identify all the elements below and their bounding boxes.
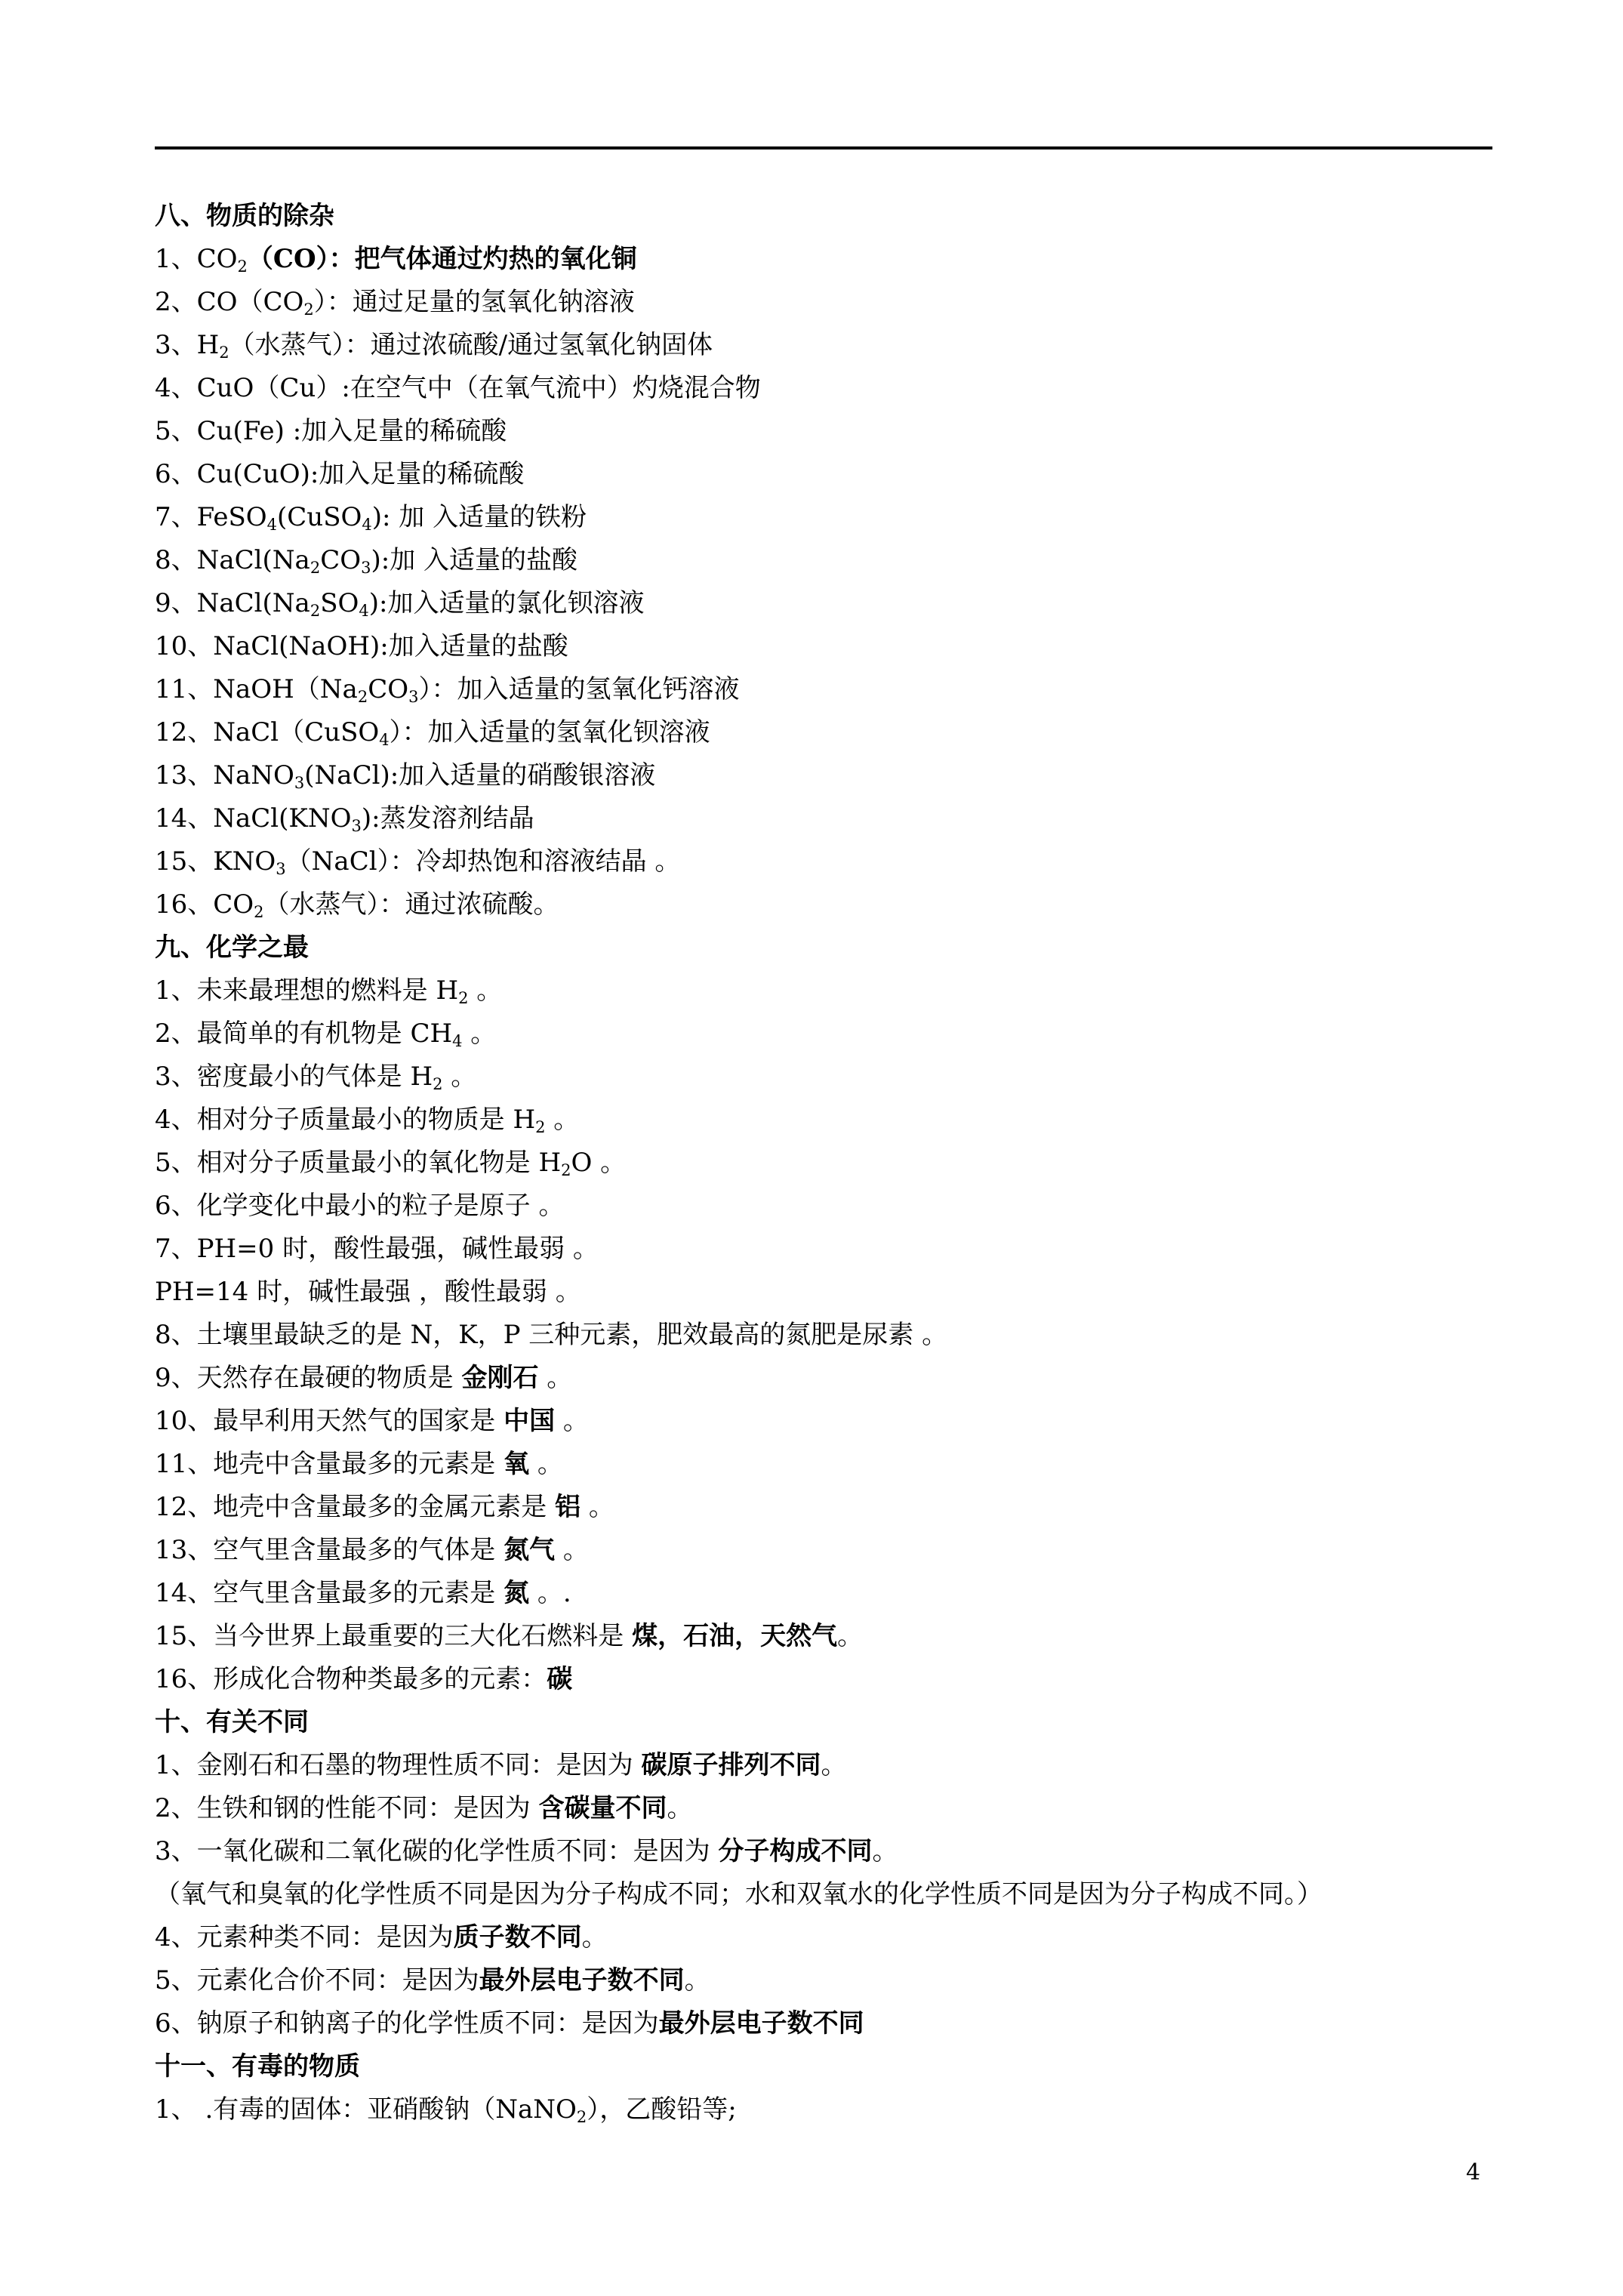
list-item <box>155 1099 1514 1142</box>
list-item <box>155 1658 1514 1701</box>
text-segment: 。 <box>555 1535 589 1565</box>
list-item <box>155 1529 1514 1572</box>
text-segment: 9、NaCl(Na <box>155 588 310 618</box>
text-segment: 。 <box>468 975 503 1006</box>
text-segment: 。 <box>555 1406 589 1436</box>
list-item <box>155 1959 1514 2002</box>
list-item <box>155 1142 1514 1185</box>
list-item <box>155 1744 1514 1787</box>
bold-text: 氮气 <box>504 1535 556 1565</box>
text-segment: 9、天然存在最硬的物质是 <box>155 1363 462 1393</box>
text-segment: (CuSO <box>277 502 362 532</box>
text-segment: 5、Cu(Fe) :加入足量的稀硫酸 <box>155 416 507 446</box>
text-segment: 16、形成化合物种类最多的元素： <box>155 1664 547 1694</box>
subscript: 2 <box>561 1161 571 1179</box>
text-segment: 。 <box>667 1793 693 1823</box>
text-segment: 。 <box>442 1062 477 1092</box>
subscript: 4 <box>379 731 390 749</box>
list-item <box>155 1486 1514 1529</box>
text-segment: 3、一氧化碳和二氧化碳的化学性质不同：是因为 <box>155 1836 719 1866</box>
list-item <box>155 1443 1514 1486</box>
list-item <box>155 1400 1514 1443</box>
text-segment: 11、NaOH（Na <box>155 674 358 704</box>
bold-text: 铝 <box>555 1492 581 1522</box>
list-item <box>155 1615 1514 1658</box>
bold-text: 分子构成不同 <box>718 1836 873 1866</box>
text-segment: 1、未来最理想的燃料是 H <box>155 975 459 1006</box>
text-segment: ):加入适量的氯化钡溶液 <box>368 588 645 618</box>
bold-text: 中国 <box>504 1406 556 1436</box>
list-item <box>155 2002 1514 2045</box>
list-item <box>155 496 1514 539</box>
list-item <box>155 539 1514 582</box>
page-number: 4 <box>1466 2159 1481 2186</box>
text-segment: 2、最简单的有机物是 CH <box>155 1019 453 1049</box>
text-segment: 6、Cu(CuO):加入足量的稀硫酸 <box>155 459 525 489</box>
text-segment: 14、空气里含量最多的元素是 <box>155 1578 504 1608</box>
list-item <box>155 1314 1514 1357</box>
bold-text: 质子数不同 <box>453 1922 582 1952</box>
text-segment: ）：通过足量的氢氧化钠溶液 <box>313 287 635 317</box>
text-segment: 5、元素化合价不同：是因为 <box>155 1965 479 1996</box>
subscript: 2 <box>458 989 469 1007</box>
subscript: 2 <box>576 2108 587 2126</box>
text-segment: CO <box>368 674 409 704</box>
text-segment: ):加 入适量的盐酸 <box>371 545 577 575</box>
list-item <box>155 1228 1514 1271</box>
subscript: 3 <box>276 860 286 878</box>
section-heading: 九、化学之最 <box>155 932 309 963</box>
list-item <box>155 1357 1514 1400</box>
bold-text: 最外层电子数不同 <box>658 2008 864 2039</box>
bold-text: 氮 <box>504 1578 530 1608</box>
list-item <box>155 797 1514 840</box>
subscript: 4 <box>362 516 372 534</box>
text-segment: ):蒸发溶剂结晶 <box>361 803 534 834</box>
subscript: 2 <box>237 257 248 276</box>
text-segment: （水蒸气）：通过浓硫酸/通过氢氧化钠固体 <box>229 330 713 360</box>
list-item <box>155 1873 1514 1916</box>
subscript: 2 <box>254 903 264 921</box>
text-segment: 13、空气里含量最多的气体是 <box>155 1535 504 1565</box>
text-segment: 12、地壳中含量最多的金属元素是 <box>155 1492 556 1522</box>
subscript: 2 <box>357 688 368 706</box>
subscript: 2 <box>303 300 314 319</box>
list-item <box>155 883 1514 926</box>
text-segment: ）：加入适量的氢氧化钙溶液 <box>418 674 740 704</box>
bold-text: 煤，石油，天然气 <box>632 1621 838 1651</box>
list-item <box>155 1271 1514 1314</box>
bold-text: 碳 <box>547 1664 573 1694</box>
text-segment: （氧气和臭氧的化学性质不同是因为分子构成不同；水和双氧水的化学性质不同是因为分子构成不同。） <box>155 1879 1323 1909</box>
text-segment: 。 <box>581 1922 608 1952</box>
text-segment: 11、地壳中含量最多的元素是 <box>155 1449 504 1479</box>
bold-text: 金刚石 <box>461 1363 539 1393</box>
subscript: 4 <box>452 1032 463 1050</box>
text-segment: ): 加 入适量的铁粉 <box>371 502 587 532</box>
text-segment: ）：加入适量的氢氧化钡溶液 <box>389 717 710 747</box>
text-segment: O 。 <box>571 1148 627 1178</box>
text-segment: 。. <box>529 1578 571 1608</box>
text-segment: SO <box>320 588 359 618</box>
text-segment: 10、NaCl(NaOH):加入适量的盐酸 <box>155 631 568 661</box>
text-segment: 7、PH=0 时，酸性最强，碱性最弱 。 <box>155 1234 599 1264</box>
text-segment: 。 <box>872 1836 898 1866</box>
text-segment: 。 <box>538 1363 573 1393</box>
text-segment: 1、CO <box>155 244 238 274</box>
subscript: 4 <box>359 602 369 620</box>
bold-text: 把气体通过灼热的氧化铜 <box>354 244 637 274</box>
list-item <box>155 582 1514 625</box>
subscript: 3 <box>351 817 362 835</box>
text-segment: 15、当今世界上最重要的三大化石燃料是 <box>155 1621 633 1651</box>
text-segment: 6、钠原子和钠离子的化学性质不同：是因为 <box>155 2008 659 2039</box>
list-item <box>155 840 1514 883</box>
document-body <box>155 195 1514 2131</box>
bold-text: 氧 <box>504 1449 530 1479</box>
list-item <box>155 1056 1514 1099</box>
text-segment: 10、最早利用天然气的国家是 <box>155 1406 504 1436</box>
subscript: 2 <box>219 344 229 362</box>
list-item <box>155 969 1514 1012</box>
text-segment: 1、金刚石和石墨的物理性质不同：是因为 <box>155 1750 642 1780</box>
text-segment: 3、H <box>155 330 220 360</box>
text-segment: 3、密度最小的气体是 H <box>155 1062 433 1092</box>
text-segment: (NaCl):加入适量的硝酸银溶液 <box>304 760 656 791</box>
text-segment: 。 <box>529 1449 563 1479</box>
text-segment: 6、化学变化中最小的粒子是原子 。 <box>155 1191 565 1221</box>
subscript: 3 <box>361 559 371 577</box>
section-heading: 十、有关不同 <box>155 1707 309 1737</box>
header-rule <box>155 146 1492 149</box>
text-segment: PH=14 时，碱性最强 ，酸性最弱 。 <box>155 1277 581 1307</box>
text-segment: 4、CuO（Cu）:在空气中（在氧气流中）灼烧混合物 <box>155 373 761 403</box>
list-item <box>155 1185 1514 1228</box>
list-item <box>155 367 1514 410</box>
text-segment: CO <box>320 545 362 575</box>
bold-text: （CO）： <box>247 244 355 274</box>
bold-text: 含碳量不同 <box>538 1793 667 1823</box>
list-item <box>155 281 1514 324</box>
subscript: 2 <box>310 602 321 620</box>
text-segment: 。 <box>837 1621 864 1651</box>
list-item <box>155 754 1514 797</box>
text-segment: 2、CO（CO <box>155 287 304 317</box>
text-segment: 8、NaCl(Na <box>155 545 310 575</box>
list-item <box>155 2088 1514 2131</box>
text-segment: 13、NaNO <box>155 760 294 791</box>
subscript: 3 <box>294 774 305 792</box>
text-segment: 。 <box>581 1492 614 1522</box>
subscript: 2 <box>433 1075 443 1093</box>
text-segment: （NaCl）：冷却热饱和溶液结晶 。 <box>285 846 681 877</box>
section-heading: 十一、有毒的物质 <box>155 2051 360 2082</box>
list-item <box>155 1572 1514 1615</box>
text-segment: 。 <box>545 1105 580 1135</box>
subscript: 2 <box>535 1118 546 1136</box>
subscript: 2 <box>310 559 321 577</box>
list-item <box>155 625 1514 668</box>
text-segment: 14、NaCl(KNO <box>155 803 352 834</box>
list-item <box>155 711 1514 754</box>
subscript: 4 <box>266 516 278 534</box>
text-segment: 。 <box>821 1750 847 1780</box>
subscript: 3 <box>408 688 419 706</box>
list-item <box>155 1012 1514 1056</box>
text-segment: 1、 .有毒的固体：亚硝酸钠（NaNO <box>155 2094 577 2125</box>
list-item <box>155 238 1514 281</box>
text-segment: 。 <box>684 1965 710 1996</box>
list-item <box>155 410 1514 453</box>
text-segment: （水蒸气）：通过浓硫酸。 <box>263 889 559 920</box>
text-segment: 4、相对分子质量最小的物质是 H <box>155 1105 536 1135</box>
list-item <box>155 1787 1514 1830</box>
text-segment: 8、土壤里最缺乏的是 N，K，P 三种元素，肥效最高的氮肥是尿素 。 <box>155 1320 948 1350</box>
bold-text: 碳原子排列不同 <box>641 1750 821 1780</box>
text-segment: 15、KNO <box>155 846 276 877</box>
list-item <box>155 1830 1514 1873</box>
text-segment: 2、生铁和钢的性能不同：是因为 <box>155 1793 539 1823</box>
text-segment: ），乙酸铅等; <box>587 2094 737 2125</box>
text-segment: 16、CO <box>155 889 254 920</box>
section-heading: 八、物质的除杂 <box>155 201 334 231</box>
list-item <box>155 453 1514 496</box>
text-segment: 12、NaCl（CuSO <box>155 717 380 747</box>
list-item <box>155 324 1514 367</box>
list-item <box>155 1916 1514 1959</box>
text-segment: 。 <box>462 1019 497 1049</box>
list-item <box>155 668 1514 711</box>
text-segment: 4、元素种类不同：是因为 <box>155 1922 454 1952</box>
text-segment: 5、相对分子质量最小的氧化物是 H <box>155 1148 562 1178</box>
bold-text: 最外层电子数不同 <box>479 1965 685 1996</box>
text-segment: 7、FeSO <box>155 502 267 532</box>
